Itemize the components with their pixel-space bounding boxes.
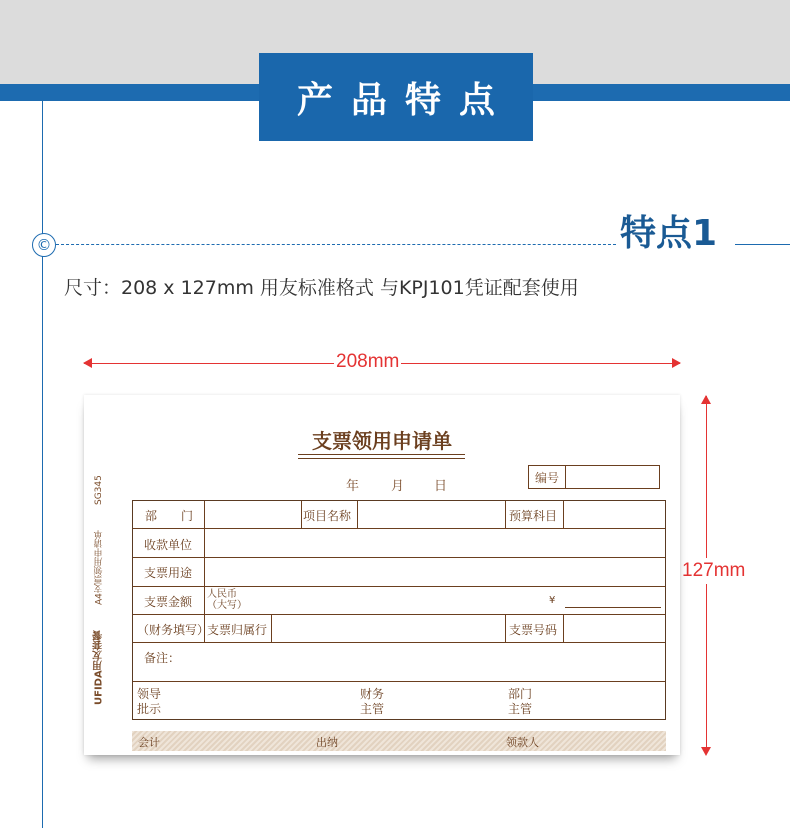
title-underline-double	[298, 458, 465, 459]
number-label: 编号	[529, 466, 566, 488]
grid-row-line	[133, 586, 665, 587]
left-guide-line	[42, 101, 43, 828]
date-day-label: 日	[434, 479, 448, 494]
arrow-right-icon	[672, 358, 681, 368]
leader-label-1: 领导	[137, 687, 162, 701]
feature-divider	[56, 244, 616, 245]
dept-label: 部 门	[145, 509, 194, 523]
form-grid	[132, 500, 666, 720]
grid-col-line	[505, 614, 506, 642]
budget-label: 预算科目	[509, 509, 558, 523]
finance-head-label-1: 财务	[360, 687, 385, 701]
cheque-no-label: 支票号码	[509, 623, 558, 637]
grid-col-line	[563, 614, 564, 642]
grid-row-line	[133, 681, 665, 682]
section-title: 产品特点	[296, 79, 513, 121]
feature-divider-right	[735, 244, 790, 245]
arrow-up-icon	[701, 395, 711, 404]
finance-head-label-2: 主管	[360, 702, 385, 716]
side-form-name: A4支票领用申请单	[94, 530, 105, 606]
grid-col-line	[563, 501, 564, 529]
number-field	[528, 465, 660, 489]
accountant-label: 会计	[138, 736, 160, 749]
cashier-label: 出纳	[316, 736, 338, 749]
grid-col-line	[505, 501, 506, 529]
width-dimension-label: 208mm	[336, 351, 400, 372]
remark-label: 备注：	[144, 651, 181, 665]
yen-symbol: ¥	[549, 595, 556, 606]
grid-row-line	[133, 557, 665, 558]
copyright-icon: ©	[32, 233, 56, 257]
project-label: 项目名称	[303, 509, 352, 523]
form-title: 支票领用申请单	[312, 429, 452, 453]
payee-label: 收款单位	[144, 538, 193, 552]
side-brand: UFIDA用友套餐	[93, 630, 105, 705]
grid-col-line	[357, 501, 358, 529]
cheque-request-form	[84, 395, 680, 755]
purpose-label: 支票用途	[144, 566, 193, 580]
arrow-left-icon	[83, 358, 92, 368]
amount-label: 支票金额	[144, 595, 193, 609]
feature-title: 特点1	[620, 213, 718, 254]
arrow-down-icon	[701, 747, 711, 756]
side-form-code: SG345	[94, 475, 104, 505]
leader-label-2: 批示	[137, 702, 162, 716]
grid-row-line	[133, 642, 665, 643]
rmb-label: 人民币	[207, 589, 237, 600]
date-month-label: 月	[391, 479, 405, 494]
amount-underline	[565, 607, 661, 608]
dept-head-label-1: 部门	[508, 687, 533, 701]
height-dimension-label: 127mm	[682, 558, 745, 584]
bank-label: 支票归属行	[207, 623, 268, 637]
date-year-label: 年	[346, 479, 360, 494]
form-side-info	[89, 475, 109, 705]
grid-col-line	[301, 501, 302, 529]
grid-col-line	[271, 614, 272, 642]
dept-head-label-2: 主管	[508, 702, 533, 716]
grid-row-line	[133, 614, 665, 615]
spec-description: 尺寸：208 x 127mm 用友标准格式 与KPJ101凭证配套使用	[64, 277, 579, 299]
grid-row-line	[133, 528, 665, 529]
form-signature-band	[132, 731, 666, 751]
finance-fill-label: （财务填写）	[137, 623, 210, 637]
section-title-banner	[259, 53, 533, 141]
daxie-label: （大写）	[207, 600, 247, 611]
receiver-label: 领款人	[506, 736, 539, 749]
title-underline	[298, 454, 465, 455]
